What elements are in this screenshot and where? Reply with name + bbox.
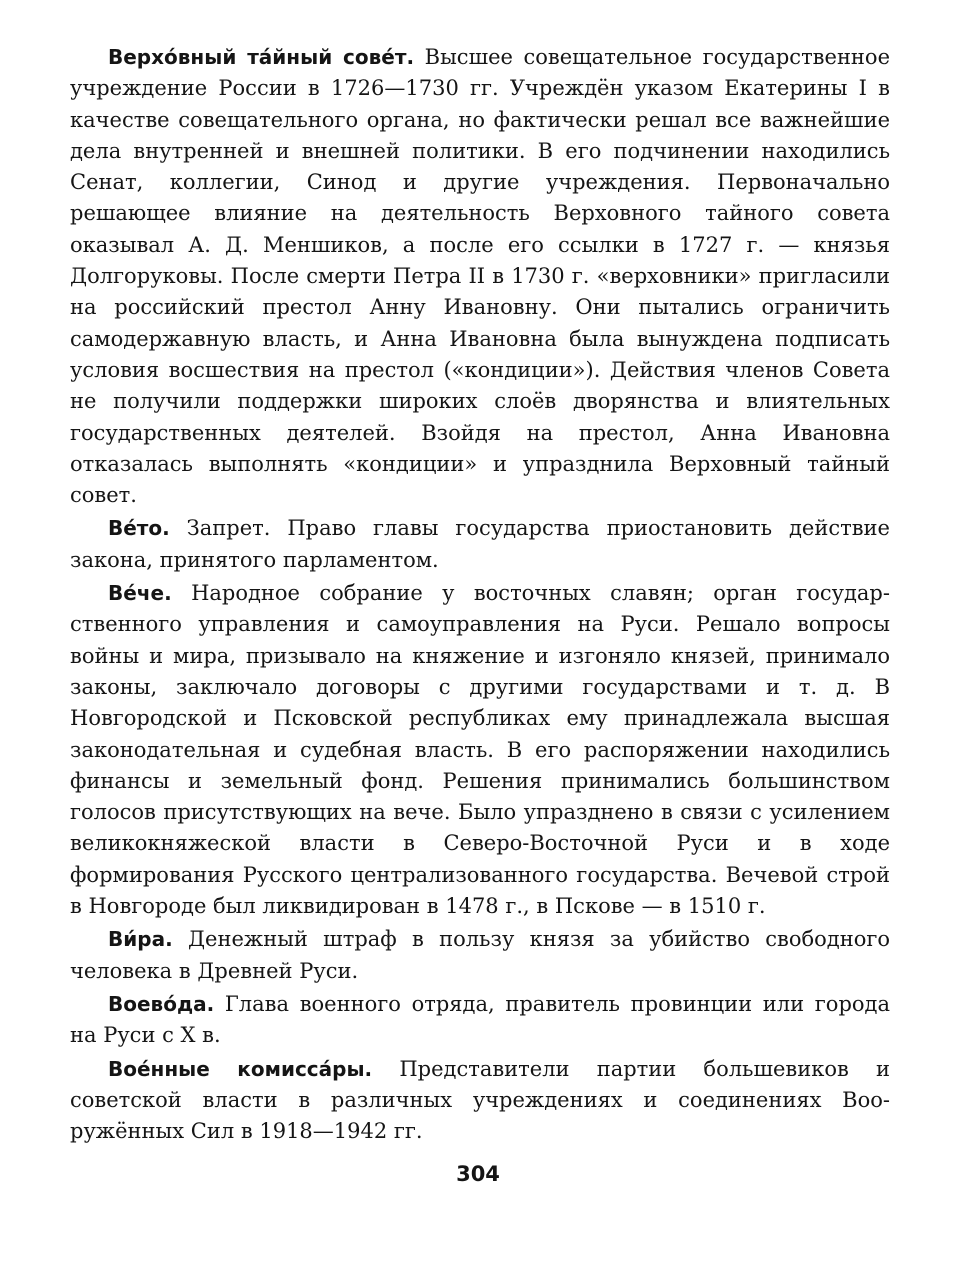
glossary-entry-veto bbox=[70, 513, 890, 576]
entry-term: Ви́ра. bbox=[108, 927, 173, 952]
glossary-entries bbox=[70, 42, 890, 1149]
entry-definition: Запрет. Право главы государства приостановить действие закона, принятого парламентом. bbox=[70, 516, 890, 572]
entry-definition: Глава военного отряда, правитель провинции или города на Руси с X в. bbox=[70, 991, 890, 1048]
glossary-entry-veche bbox=[70, 578, 890, 922]
glossary-entry-vira bbox=[70, 924, 890, 987]
entry-definition: Высшее совещательное государственное учреждение России в 1726—1730 гг. Учреждён указом Екатерины I в качестве совещательного органа, но фактически решал все важнейшие дела внутренней и внешней политики. В его подчинении находились Сенат, коллегии, Синод и другие учреждения. Первоначально решающее влияние на деятельность Верховного тайного совета оказывал А. Д. Меншиков, а после его ссылки в 1727 г. — князья Долгоруковы. После смерти Петра II в 1730 г. «верховники» пригласили на российский престол Анну Ивановну. Они пытались ограничить самодержавную власть, и Анна Ивановна была вынуждена подписать условия восшествия на престол («кондиции»). Действия членов Совета не получили поддержки широких слоёв дворянства и влиятельных государственных деятелей. Взойдя на престол, Анна Ивановна отказалась выполнять «кондиции» и упразднила Верховный тайный совет. bbox=[70, 45, 891, 508]
entry-definition: Представители партии большевиков и советской власти в различных учреждениях и соединениях Вооружённых Сил в 1918—1942 гг. bbox=[70, 1056, 890, 1144]
entry-definition: Народное собрание у восточных славян; орган государственного управления и самоуправления на Руси. Решало вопросы войны и мира, призывало на княжение и изгоняло князей, принимало законы, заключало договоры с другими государствами и т. д. В Новгородской и Псковской республиках ему принадлежала высшая законодательная и судебная власть. В его распоряжении находились финансы и земельный фонд. Решения принимались большинством голосов присутствующих на вече. Было упразднено в связи с усилением великокняжеской власти в Северо-Восточной Руси и в ходе формирования Русского централизованного государства. Вечевой строй в Новгороде был ликвидирован в 1478 г., в Пскове — в 1510 г. bbox=[70, 581, 890, 919]
page-number: 304 bbox=[456, 1162, 500, 1186]
entry-term: Ве́то. bbox=[108, 516, 170, 541]
entry-definition: Денежный штраф в пользу князя за убийство свободного человека в Древней Руси. bbox=[70, 927, 890, 983]
glossary-entry-voevoda bbox=[70, 989, 890, 1052]
glossary-entry-voennye-komissary bbox=[70, 1054, 890, 1148]
entry-term: Воево́да. bbox=[108, 991, 215, 1016]
entry-term: Верхо́вный та́йный сове́т. bbox=[108, 45, 415, 69]
entry-term: Вое́нные комисса́ры. bbox=[108, 1056, 373, 1081]
glossary-entry-verkhovny-tainy-sovet bbox=[70, 42, 890, 511]
entry-term: Ве́че. bbox=[108, 581, 172, 606]
